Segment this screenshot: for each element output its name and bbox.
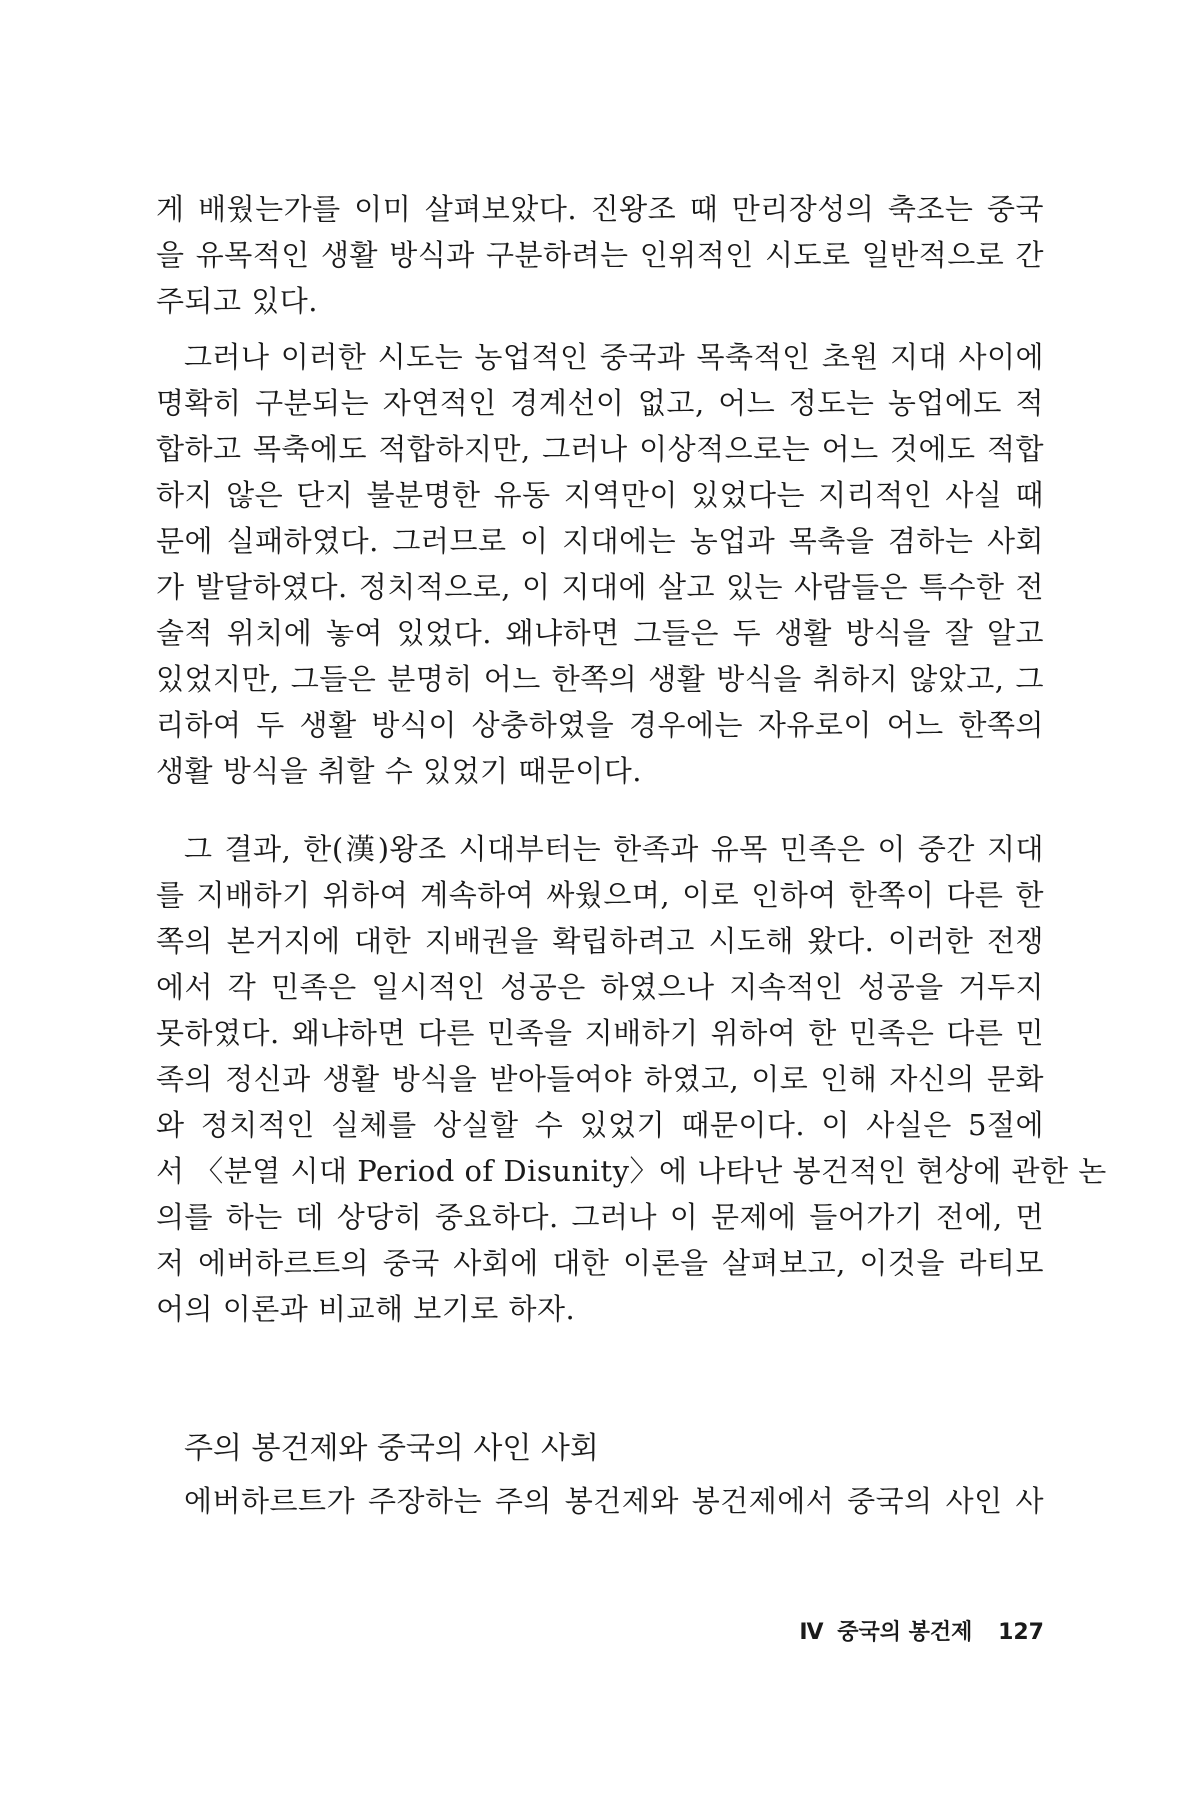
text-line: 저 에버하르트의 중국 사회에 대한 이론을 살펴보고, 이것을 라티모: [156, 1246, 1044, 1280]
text-line: 을 유목적인 생활 방식과 구분하려는 인위적인 시도로 일반적으로 간: [156, 238, 1044, 272]
text-line: 에서 각 민족은 일시적인 성공은 하였으나 지속적인 성공을 거두지: [156, 970, 1044, 1004]
running-footer: [799, 1618, 1044, 1648]
text-line: 못하였다. 왜냐하면 다른 민족을 지배하기 위하여 한 민족은 다른 민: [156, 1016, 1044, 1050]
text-line: 와 정치적인 실체를 상실할 수 있었기 때문이다. 이 사실은 5절에: [156, 1108, 1044, 1142]
text-line: 서 〈분열 시대 Period of Disunity〉에 나타난 봉건적인 현상에 관한 논: [156, 1154, 1107, 1188]
text-line: 그 결과, 한(漢)왕조 시대부터는 한족과 유목 민족은 이 중간 지대: [184, 832, 1044, 866]
text-line: 의를 하는 데 상당히 중요하다. 그러나 이 문제에 들어가기 전에, 먼: [156, 1200, 1044, 1234]
text-line: 주되고 있다.: [156, 284, 319, 318]
text-line: 어의 이론과 비교해 보기로 하자.: [156, 1292, 576, 1326]
text-line: 합하고 목축에도 적합하지만, 그러나 이상적으로는 어느 것에도 적합: [156, 432, 1044, 466]
text-line: 하지 않은 단지 불분명한 유동 지역만이 있었다는 지리적인 사실 때: [156, 478, 1044, 512]
text-line: 에버하르트가 주장하는 주의 봉건제와 봉건제에서 중국의 사인 사: [184, 1484, 1044, 1518]
text-line: 가 발달하였다. 정치적으로, 이 지대에 살고 있는 사람들은 특수한 전: [156, 570, 1044, 604]
text-line: 있었지만, 그들은 분명히 어느 한쪽의 생활 방식을 취하지 않았고, 그: [156, 662, 1044, 696]
text-line: 쪽의 본거지에 대한 지배권을 확립하려고 시도해 왔다. 이러한 전쟁: [156, 924, 1044, 958]
text-line: 그러나 이러한 시도는 농업적인 중국과 목축적인 초원 지대 사이에: [184, 340, 1044, 374]
running-title: 중국의 봉건제: [837, 1620, 973, 1645]
text-line: 문에 실패하였다. 그러므로 이 지대에는 농업과 목축을 겸하는 사회: [156, 524, 1044, 558]
paragraph-4: [184, 1478, 1044, 1524]
paragraph-3: [156, 826, 1107, 1332]
text-line: 생활 방식을 취할 수 있었기 때문이다.: [156, 754, 643, 788]
section-heading: 주의 봉건제와 중국의 사인 사회: [184, 1431, 599, 1466]
chapter-numeral: Ⅳ: [799, 1620, 824, 1645]
page-number: 127: [998, 1620, 1044, 1645]
text-line: 술적 위치에 놓여 있었다. 왜냐하면 그들은 두 생활 방식을 잘 알고: [156, 616, 1044, 650]
text-line: 명확히 구분되는 자연적인 경계선이 없고, 어느 정도는 농업에도 적: [156, 386, 1044, 420]
text-line: 리하여 두 생활 방식이 상충하였을 경우에는 자유로이 어느 한쪽의: [156, 708, 1044, 742]
paragraph-1: [156, 186, 1044, 324]
text-line: 를 지배하기 위하여 계속하여 싸웠으며, 이로 인하여 한쪽이 다른 한: [156, 878, 1044, 912]
text-line: 게 배웠는가를 이미 살펴보았다. 진왕조 때 만리장성의 축조는 중국: [156, 192, 1044, 226]
text-line: 족의 정신과 생활 방식을 받아들여야 하였고, 이로 인해 자신의 문화: [156, 1062, 1044, 1096]
paragraph-2: [156, 334, 1044, 794]
